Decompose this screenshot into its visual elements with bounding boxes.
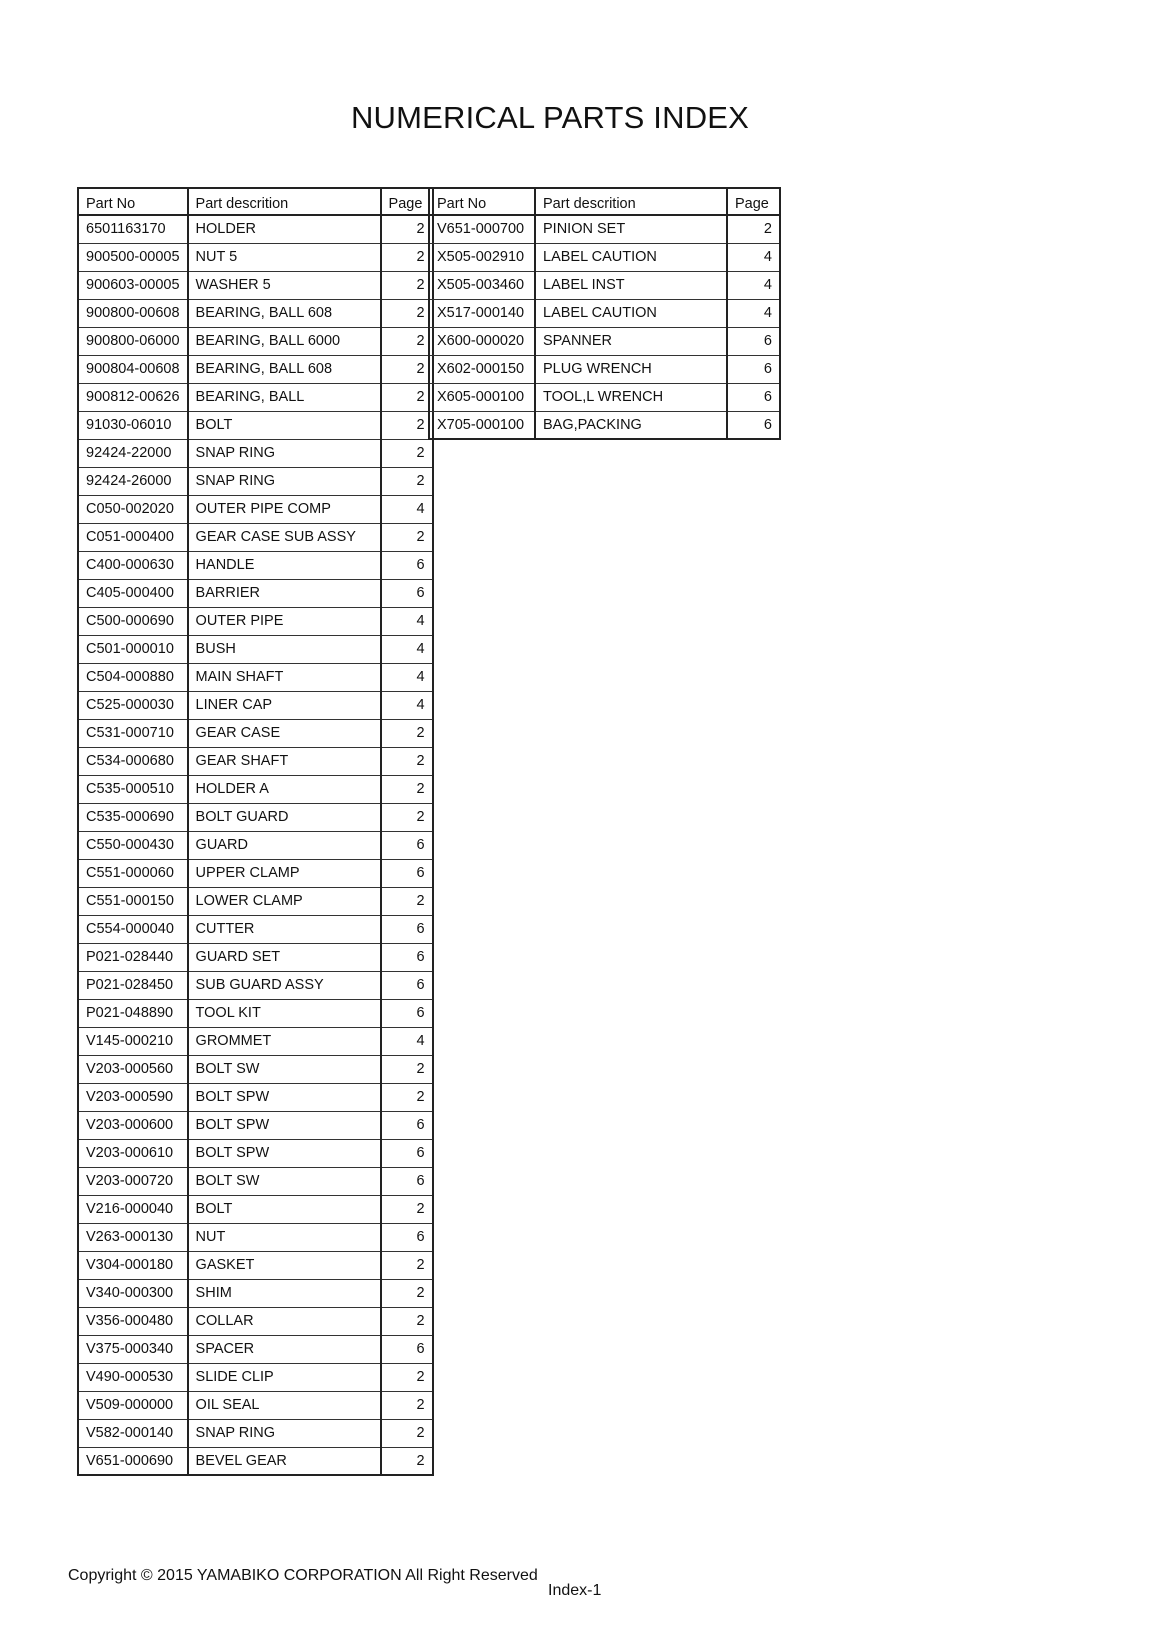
page-number: Index-1 xyxy=(548,1582,602,1599)
part-no-cell: C050-002020 xyxy=(78,495,188,523)
description-cell: GEAR SHAFT xyxy=(188,747,381,775)
table-row xyxy=(78,803,433,831)
part-no-cell: C535-000690 xyxy=(78,803,188,831)
table-row xyxy=(78,523,433,551)
description-cell: HOLDER xyxy=(188,215,381,243)
page-cell: 4 xyxy=(381,495,433,523)
table-row xyxy=(78,1167,433,1195)
description-cell: SPACER xyxy=(188,1335,381,1363)
description-cell: TOOL,L WRENCH xyxy=(535,383,727,411)
description-cell: SNAP RING xyxy=(188,439,381,467)
description-cell: OUTER PIPE COMP xyxy=(188,495,381,523)
part-no-cell: X602-000150 xyxy=(429,355,535,383)
page-cell: 6 xyxy=(381,999,433,1027)
part-no-cell: C551-000150 xyxy=(78,887,188,915)
part-no-cell: P021-048890 xyxy=(78,999,188,1027)
description-cell: BEARING, BALL 608 xyxy=(188,299,381,327)
table-header-row xyxy=(429,188,780,215)
table-row xyxy=(78,1223,433,1251)
description-cell: OIL SEAL xyxy=(188,1391,381,1419)
page-cell: 2 xyxy=(381,1251,433,1279)
table-row xyxy=(78,1447,433,1475)
part-no-cell: X605-000100 xyxy=(429,383,535,411)
table-row xyxy=(78,747,433,775)
page-cell: 2 xyxy=(727,215,780,243)
part-no-cell: C501-000010 xyxy=(78,635,188,663)
part-no-cell: 900800-00608 xyxy=(78,299,188,327)
part-no-cell: V356-000480 xyxy=(78,1307,188,1335)
part-no-cell: V651-000700 xyxy=(429,215,535,243)
table-row xyxy=(78,495,433,523)
description-cell: BOLT SPW xyxy=(188,1111,381,1139)
page-cell: 2 xyxy=(381,1083,433,1111)
description-cell: NUT xyxy=(188,1223,381,1251)
part-no-cell: P021-028440 xyxy=(78,943,188,971)
table-row xyxy=(78,663,433,691)
description-cell: MAIN SHAFT xyxy=(188,663,381,691)
description-cell: UPPER CLAMP xyxy=(188,859,381,887)
part-no-cell: P021-028450 xyxy=(78,971,188,999)
part-no-cell: 6501163170 xyxy=(78,215,188,243)
table-row xyxy=(429,243,780,271)
description-cell: GROMMET xyxy=(188,1027,381,1055)
description-cell: PINION SET xyxy=(535,215,727,243)
header-part-no: Part No xyxy=(78,188,188,215)
table-row xyxy=(78,327,433,355)
description-cell: SPANNER xyxy=(535,327,727,355)
part-no-cell: V203-000610 xyxy=(78,1139,188,1167)
description-cell: GEAR CASE SUB ASSY xyxy=(188,523,381,551)
page-cell: 6 xyxy=(381,971,433,999)
table-row xyxy=(78,1335,433,1363)
page-cell: 4 xyxy=(381,663,433,691)
table-row xyxy=(429,299,780,327)
table-header-row xyxy=(78,188,433,215)
part-no-cell: V203-000560 xyxy=(78,1055,188,1083)
description-cell: SLIDE CLIP xyxy=(188,1363,381,1391)
table-row xyxy=(78,607,433,635)
part-no-cell: 900800-06000 xyxy=(78,327,188,355)
part-no-cell: V203-000600 xyxy=(78,1111,188,1139)
part-no-cell: C550-000430 xyxy=(78,831,188,859)
page-cell: 4 xyxy=(727,271,780,299)
page-cell: 2 xyxy=(381,355,433,383)
page-cell: 2 xyxy=(381,439,433,467)
description-cell: BARRIER xyxy=(188,579,381,607)
part-no-cell: 92424-22000 xyxy=(78,439,188,467)
table-row xyxy=(429,271,780,299)
header-page: Page xyxy=(381,188,433,215)
table-row xyxy=(78,831,433,859)
table-row xyxy=(429,215,780,243)
part-no-cell: 900603-00005 xyxy=(78,271,188,299)
description-cell: LABEL INST xyxy=(535,271,727,299)
part-no-cell: 900812-00626 xyxy=(78,383,188,411)
description-cell: OUTER PIPE xyxy=(188,607,381,635)
description-cell: BOLT SPW xyxy=(188,1139,381,1167)
table-row xyxy=(429,327,780,355)
description-cell: LOWER CLAMP xyxy=(188,887,381,915)
part-no-cell: V203-000590 xyxy=(78,1083,188,1111)
part-no-cell: C051-000400 xyxy=(78,523,188,551)
page-cell: 2 xyxy=(381,299,433,327)
table-row xyxy=(78,579,433,607)
table-row xyxy=(78,635,433,663)
page-cell: 2 xyxy=(381,1279,433,1307)
page-cell: 6 xyxy=(381,1139,433,1167)
description-cell: SNAP RING xyxy=(188,1419,381,1447)
description-cell: PLUG WRENCH xyxy=(535,355,727,383)
page-cell: 2 xyxy=(381,1055,433,1083)
page-cell: 2 xyxy=(381,775,433,803)
page-cell: 6 xyxy=(381,859,433,887)
table-row xyxy=(78,971,433,999)
page-cell: 2 xyxy=(381,1195,433,1223)
page-cell: 2 xyxy=(381,1391,433,1419)
page-cell: 2 xyxy=(381,467,433,495)
page-cell: 2 xyxy=(381,215,433,243)
page-cell: 2 xyxy=(381,1363,433,1391)
page-cell: 6 xyxy=(381,831,433,859)
page-cell: 2 xyxy=(381,383,433,411)
table-row xyxy=(78,775,433,803)
part-no-cell: C400-000630 xyxy=(78,551,188,579)
table-row xyxy=(78,355,433,383)
part-no-cell: V340-000300 xyxy=(78,1279,188,1307)
description-cell: GUARD xyxy=(188,831,381,859)
table-row xyxy=(78,999,433,1027)
page-cell: 2 xyxy=(381,327,433,355)
part-no-cell: V304-000180 xyxy=(78,1251,188,1279)
table-row xyxy=(78,1279,433,1307)
part-no-cell: C531-000710 xyxy=(78,719,188,747)
part-no-cell: C535-000510 xyxy=(78,775,188,803)
part-no-cell: V509-000000 xyxy=(78,1391,188,1419)
part-no-cell: V203-000720 xyxy=(78,1167,188,1195)
page-cell: 2 xyxy=(381,1307,433,1335)
part-no-cell: X600-000020 xyxy=(429,327,535,355)
header-description: Part descrition xyxy=(535,188,727,215)
table-row xyxy=(78,467,433,495)
table-row xyxy=(78,299,433,327)
table-row xyxy=(78,1251,433,1279)
header-description: Part descrition xyxy=(188,188,381,215)
description-cell: BOLT xyxy=(188,1195,381,1223)
description-cell: TOOL KIT xyxy=(188,999,381,1027)
page-cell: 4 xyxy=(381,691,433,719)
page-cell: 4 xyxy=(381,607,433,635)
part-no-cell: C554-000040 xyxy=(78,915,188,943)
part-no-cell: V375-000340 xyxy=(78,1335,188,1363)
description-cell: LINER CAP xyxy=(188,691,381,719)
table-row xyxy=(78,719,433,747)
table-row xyxy=(78,243,433,271)
description-cell: BOLT SW xyxy=(188,1167,381,1195)
description-cell: BOLT SW xyxy=(188,1055,381,1083)
part-no-cell: X705-000100 xyxy=(429,411,535,439)
table-row xyxy=(78,915,433,943)
table-row xyxy=(78,1307,433,1335)
part-no-cell: V490-000530 xyxy=(78,1363,188,1391)
description-cell: LABEL CAUTION xyxy=(535,299,727,327)
header-part-no: Part No xyxy=(429,188,535,215)
table-row xyxy=(78,383,433,411)
description-cell: BEARING, BALL 608 xyxy=(188,355,381,383)
description-cell: BEVEL GEAR xyxy=(188,1447,381,1475)
table-row xyxy=(78,551,433,579)
description-cell: NUT 5 xyxy=(188,243,381,271)
description-cell: LABEL CAUTION xyxy=(535,243,727,271)
table-row xyxy=(429,383,780,411)
table-row xyxy=(78,887,433,915)
page-cell: 6 xyxy=(727,327,780,355)
description-cell: GUARD SET xyxy=(188,943,381,971)
page-cell: 6 xyxy=(381,551,433,579)
table-row xyxy=(78,1083,433,1111)
part-no-cell: X505-002910 xyxy=(429,243,535,271)
part-no-cell: C504-000880 xyxy=(78,663,188,691)
table-row xyxy=(78,1139,433,1167)
part-no-cell: 900804-00608 xyxy=(78,355,188,383)
description-cell: CUTTER xyxy=(188,915,381,943)
part-no-cell: X517-000140 xyxy=(429,299,535,327)
page-cell: 4 xyxy=(727,299,780,327)
table-row xyxy=(78,1391,433,1419)
part-no-cell: V145-000210 xyxy=(78,1027,188,1055)
part-no-cell: C551-000060 xyxy=(78,859,188,887)
page-cell: 6 xyxy=(727,411,780,439)
page-cell: 2 xyxy=(381,803,433,831)
parts-table-right xyxy=(428,187,781,440)
description-cell: HOLDER A xyxy=(188,775,381,803)
part-no-cell: V216-000040 xyxy=(78,1195,188,1223)
page-cell: 6 xyxy=(381,943,433,971)
part-no-cell: V582-000140 xyxy=(78,1419,188,1447)
page-cell: 2 xyxy=(381,719,433,747)
table-row xyxy=(78,1111,433,1139)
page-cell: 6 xyxy=(727,355,780,383)
table-row xyxy=(78,943,433,971)
description-cell: BEARING, BALL xyxy=(188,383,381,411)
page-cell: 2 xyxy=(381,271,433,299)
page-cell: 2 xyxy=(381,887,433,915)
page-cell: 2 xyxy=(381,523,433,551)
page-cell: 6 xyxy=(381,1111,433,1139)
page-cell: 4 xyxy=(727,243,780,271)
table-row xyxy=(78,1055,433,1083)
part-no-cell: V263-000130 xyxy=(78,1223,188,1251)
description-cell: SHIM xyxy=(188,1279,381,1307)
page-cell: 2 xyxy=(381,243,433,271)
table-row xyxy=(78,439,433,467)
part-no-cell: X505-003460 xyxy=(429,271,535,299)
page-cell: 6 xyxy=(381,1167,433,1195)
description-cell: BOLT SPW xyxy=(188,1083,381,1111)
page-cell: 2 xyxy=(381,747,433,775)
page-cell: 6 xyxy=(381,915,433,943)
header-page: Page xyxy=(727,188,780,215)
description-cell: SUB GUARD ASSY xyxy=(188,971,381,999)
description-cell: HANDLE xyxy=(188,551,381,579)
table-row xyxy=(78,271,433,299)
table-row xyxy=(429,355,780,383)
table-row xyxy=(78,859,433,887)
description-cell: BUSH xyxy=(188,635,381,663)
description-cell: BEARING, BALL 6000 xyxy=(188,327,381,355)
parts-table-left xyxy=(77,187,434,1476)
part-no-cell: C534-000680 xyxy=(78,747,188,775)
part-no-cell: 900500-00005 xyxy=(78,243,188,271)
description-cell: BOLT GUARD xyxy=(188,803,381,831)
table-row xyxy=(78,215,433,243)
table-row xyxy=(78,1027,433,1055)
page-title: NUMERICAL PARTS INDEX xyxy=(350,100,750,135)
page-cell: 2 xyxy=(381,411,433,439)
table-row xyxy=(429,411,780,439)
description-cell: BOLT xyxy=(188,411,381,439)
page-cell: 6 xyxy=(727,383,780,411)
description-cell: COLLAR xyxy=(188,1307,381,1335)
description-cell: GEAR CASE xyxy=(188,719,381,747)
description-cell: SNAP RING xyxy=(188,467,381,495)
part-no-cell: C500-000690 xyxy=(78,607,188,635)
part-no-cell: C405-000400 xyxy=(78,579,188,607)
part-no-cell: 92424-26000 xyxy=(78,467,188,495)
page-cell: 4 xyxy=(381,1027,433,1055)
page-cell: 4 xyxy=(381,635,433,663)
description-cell: BAG,PACKING xyxy=(535,411,727,439)
description-cell: GASKET xyxy=(188,1251,381,1279)
table-row xyxy=(78,1195,433,1223)
page-cell: 2 xyxy=(381,1447,433,1475)
part-no-cell: V651-000690 xyxy=(78,1447,188,1475)
copyright-notice: Copyright © 2015 YAMABIKO CORPORATION All Right Reserved xyxy=(68,1567,538,1584)
page-cell: 6 xyxy=(381,1335,433,1363)
part-no-cell: C525-000030 xyxy=(78,691,188,719)
page-cell: 6 xyxy=(381,579,433,607)
description-cell: WASHER 5 xyxy=(188,271,381,299)
table-row xyxy=(78,411,433,439)
page-cell: 2 xyxy=(381,1419,433,1447)
part-no-cell: 91030-06010 xyxy=(78,411,188,439)
page-cell: 6 xyxy=(381,1223,433,1251)
table-row xyxy=(78,1363,433,1391)
table-row xyxy=(78,1419,433,1447)
table-row xyxy=(78,691,433,719)
